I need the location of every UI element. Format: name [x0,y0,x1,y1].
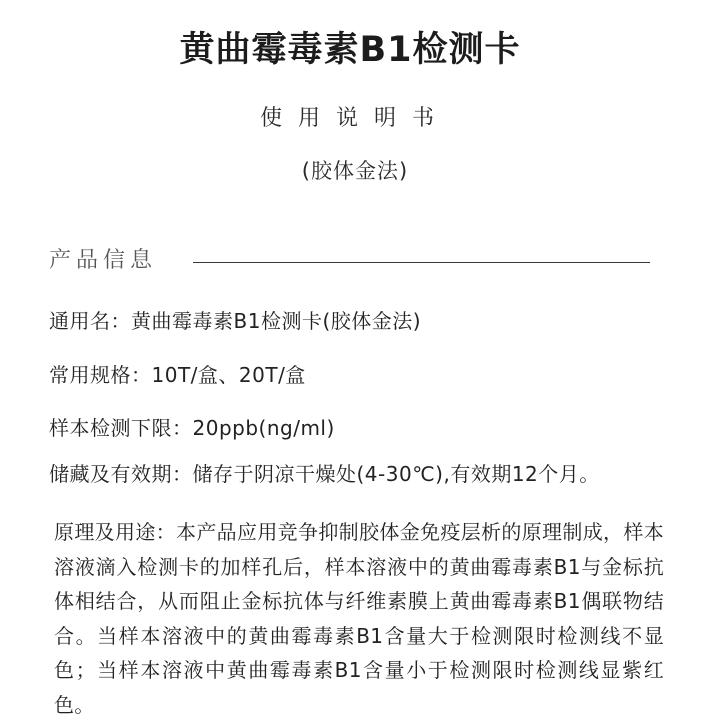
document-title: 黄曲霉毒素B1检测卡 [179,30,521,70]
document-subtitle: 使用说明书 [259,106,450,131]
principle-paragraph [54,515,664,722]
info-value: 黄曲霉毒素B1检测卡(胶体金法) [131,309,422,333]
method-label: (胶体金法) [301,159,409,183]
info-value: 储存于阴凉干燥处(4-30℃),有效期12个月。 [192,462,600,486]
info-label: 常用规格： [49,363,152,387]
info-value: 20ppb(ng/ml) [192,416,335,440]
info-label: 通用名： [49,309,131,333]
principle-label: 原理及用途： [54,520,177,544]
info-value: 10T/盒、20T/盒 [151,363,306,387]
info-row-spec [49,359,306,388]
section-title-product-info: 产品信息 [49,248,158,273]
info-label: 样本检测下限： [49,416,193,440]
info-label: 储藏及有效期： [49,462,193,486]
info-row-storage [49,458,600,487]
principle-text: 本产品应用竞争抑制胶体金免疫层析的原理制成，样本溶液滴入检测卡的加样孔后，样本溶液中的黄曲霉毒素B1与金标抗体相结合，从而阻止金标抗体与纤维素膜上黄曲霉毒素B1偶联物结合。当样本溶液中的黄曲霉毒素B1含量大于检测限时检测线不显色；当样本溶液中黄曲霉毒素B1含量小于检测限时检测线显紫红色。 [54,520,664,717]
info-row-detection-limit [49,412,335,441]
section-divider [193,262,650,263]
info-row-generic-name [49,305,421,334]
